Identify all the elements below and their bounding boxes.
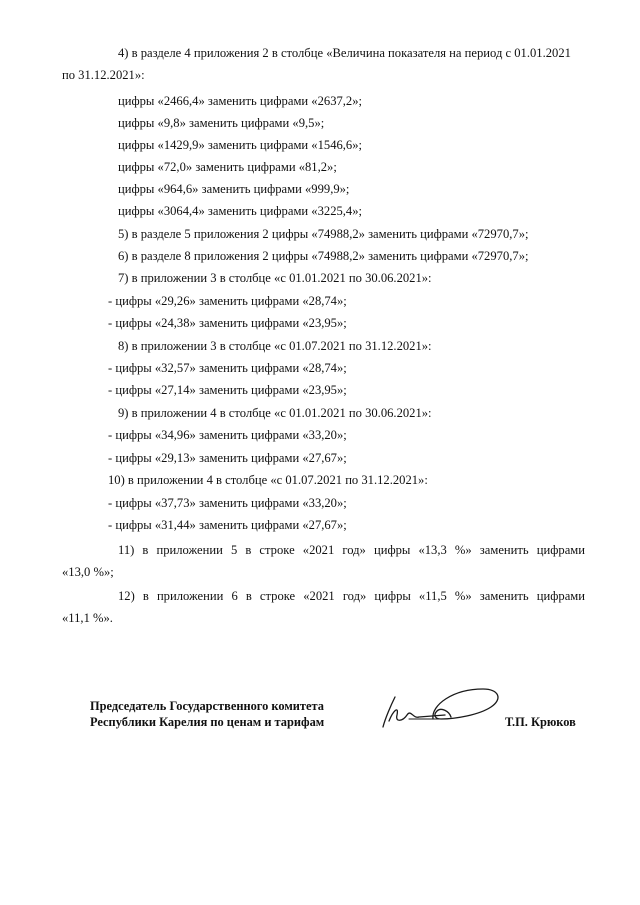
- item-4-sub-4: цифры «72,0» заменить цифрами «81,2»;: [118, 160, 337, 174]
- item-7-sub-2: - цифры «24,38» заменить цифрами «23,95»;: [108, 316, 347, 330]
- item-11-line-2: «13,0 %»;: [62, 565, 114, 579]
- item-8-sub-1: - цифры «32,57» заменить цифрами «28,74»;: [108, 361, 347, 375]
- item-9-sub-2: - цифры «29,13» заменить цифрами «27,67»;: [108, 451, 347, 465]
- item-4-line-2: по 31.12.2021»:: [62, 68, 145, 82]
- item-4-sub-1: цифры «2466,4» заменить цифрами «2637,2»;: [118, 94, 363, 108]
- item-8-sub-2: - цифры «27,14» заменить цифрами «23,95»;: [108, 383, 347, 397]
- item-11-line-1: 11) в приложении 5 в строке «2021 год» цифры «13,3 %» заменить цифрами: [118, 543, 585, 557]
- item-9-heading: 9) в приложении 4 в столбце «с 01.01.2021 по 30.06.2021»:: [118, 406, 432, 420]
- item-4-line-1: 4) в разделе 4 приложения 2 в столбце «Величина показателя на период с 01.01.2021: [118, 46, 571, 60]
- item-10-heading: 10) в приложении 4 в столбце «с 01.07.2021 по 31.12.2021»:: [108, 473, 428, 487]
- item-4-sub-6: цифры «3064,4» заменить цифрами «3225,4»;: [118, 204, 363, 218]
- handwritten-signature: [375, 685, 505, 735]
- item-6: 6) в разделе 8 приложения 2 цифры «74988,2» заменить цифрами «72970,7»;: [118, 249, 529, 263]
- item-12-line-1: 12) в приложении 6 в строке «2021 год» цифры «11,5 %» заменить цифрами: [118, 589, 585, 603]
- item-10-sub-1: - цифры «37,73» заменить цифрами «33,20»;: [108, 496, 347, 510]
- signatory-name: Т.П. Крюков: [505, 715, 576, 729]
- item-8-heading: 8) в приложении 3 в столбце «с 01.07.2021 по 31.12.2021»:: [118, 339, 432, 353]
- item-4-sub-5: цифры «964,6» заменить цифрами «999,9»;: [118, 182, 350, 196]
- item-7-heading: 7) в приложении 3 в столбце «с 01.01.2021 по 30.06.2021»:: [118, 271, 432, 285]
- item-7-sub-1: - цифры «29,26» заменить цифрами «28,74»;: [108, 294, 347, 308]
- item-5: 5) в разделе 5 приложения 2 цифры «74988,2» заменить цифрами «72970,7»;: [118, 227, 529, 241]
- item-4-sub-3: цифры «1429,9» заменить цифрами «1546,6»;: [118, 138, 363, 152]
- item-9-sub-1: - цифры «34,96» заменить цифрами «33,20»;: [108, 428, 347, 442]
- signatory-title-line-1: Председатель Государственного комитета: [90, 699, 324, 713]
- signatory-title-line-2: Республики Карелия по ценам и тарифам: [90, 715, 325, 729]
- item-10-sub-2: - цифры «31,44» заменить цифрами «27,67»;: [108, 518, 347, 532]
- item-12-line-2: «11,1 %».: [62, 611, 113, 625]
- item-4-sub-2: цифры «9,8» заменить цифрами «9,5»;: [118, 116, 325, 130]
